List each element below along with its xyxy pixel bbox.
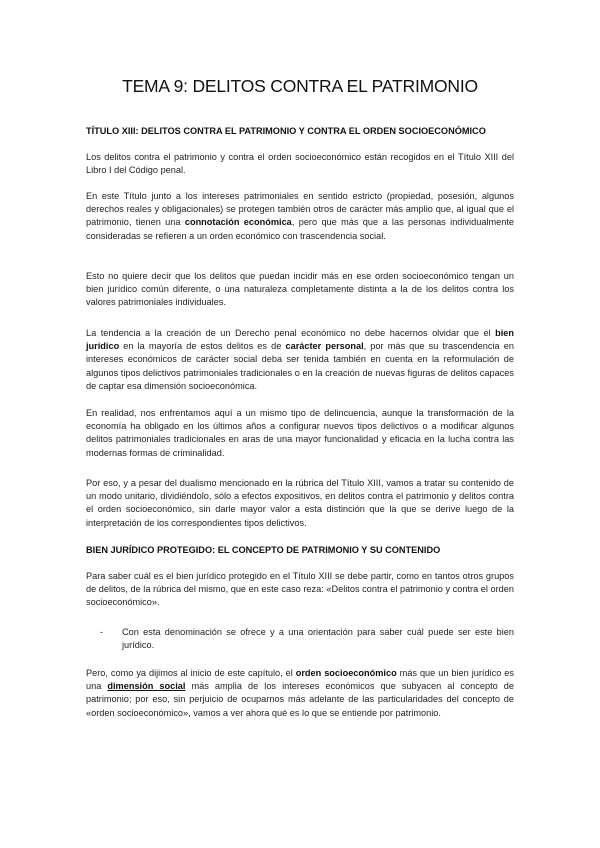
paragraph-intereses [86,190,514,243]
paragraph-bien-comun: Esto no quiere decir que los delitos que puedan incidir más en ese orden socioeconómico tengan un bien jurídico común diferente, o una naturaleza completamente distinta a la de los delitos contra los valores patrimoniales individuales. [86,271,514,308]
p4-text-e: , por más que su trascendencia en intereses económicos de carácter social deba ser tenida también en cuenta en la reformulación de algunos tipos delictivos patrimoniales tradicionales o en la creación de nuevas figuras de delitos capaces de captar esa dimensión socioeconómica. [86,341,514,391]
p4-text-c: en la mayoría de estos delitos es de [119,341,286,352]
p8-text-a: Pero, como ya dijimos al inicio de este capítulo, el [86,668,296,678]
p2-text-a: En este Título junto a los intereses patrimoniales en sentido estricto (propiedad, posesión, algunos derechos reales y obligacionales) se protegen también otros de carácter más amplio que, al igual que el patrimonio, tienen una [86,191,514,228]
bullet-text: Con esta denominación se ofrece y a una orientación para saber cuál puede ser este bien jurídico. [122,627,514,651]
page-title: TEMA 9: DELITOS CONTRA EL PATRIMONIO [122,76,478,96]
p8-text-c: más que un bien jurídico es una [86,668,514,692]
p2-text-c: , pero que más que a las personas individualmente consideradas se refieren a un orden económico con trascendencia social. [86,217,515,241]
paragraph-derecho-penal [86,327,514,393]
section-heading-titulo-xiii: TÍTULO XIII: DELITOS CONTRA EL PATRIMONIO Y CONTRA EL ORDEN SOCIOECONÓMICO [86,126,486,136]
paragraph-rubrica: Para saber cuál es el bien jurídico protegido en el Título XIII se debe partir, como en tantos otros grupos de delitos, de la rúbrica del mismo, que en este caso reza: «Delitos contra el patrimonio y contra el orden socioeconómico». [86,571,514,608]
paragraph-realidad: En realidad, nos enfrentamos aquí a un mismo tipo de delincuencia, aunque la transformación de la economía ha obligado en los últimos años a configurar nuevos tipos delictivos o a modificar algunos delitos patrimoniales tradicionales en aras de una mayor funcionalidad y eficacia en la lucha contra las modernas formas de criminalidad. [86,408,514,458]
p4-bold-bien-juridico: bien jurídico [86,328,514,352]
section-heading-bien-juridico: BIEN JURÍDICO PROTEGIDO: EL CONCEPTO DE PATRIMONIO Y SU CONTENIDO [86,545,441,555]
paragraph-dualismo: Por eso, y a pesar del dualismo mencionado en la rúbrica del Título XIII, vamos a tratar su contenido de un modo unitario, dividiéndolo, sólo a efectos expositivos, en delitos contra el patrimonio y delitos contra el orden socioeconómico, sin darle mayor valor a esta distinción que la que se derive luego de la interpretación de los correspondientes tipos delictivos. [86,478,514,528]
paragraph-orden-socioeconomico [86,667,514,720]
p8-text-e: más amplia de los intereses económicos que subyacen al concepto de patrimonio; por eso, sin perjuicio de ocuparnos más adelante de las particularidades del concepto de «orden socioeconómico», vamos a ver ahora qué es lo que se entiende por patrimonio. [86,681,514,718]
p8-bold-dimension [107,681,185,691]
paragraph-intro: Los delitos contra el patrimonio y contra el orden socioeconómico están recogidos en el Título XIII del Libro I del Código penal. [86,152,514,176]
p8-bold-orden: orden socioeconómico [295,668,397,678]
bullet-dash: - [100,627,104,637]
p8-underline-dimension: dimensión social [107,681,186,692]
p2-bold-connotacion: connotación económica [184,217,292,228]
p4-text-a: La tendencia a la creación de un Derecho penal económico no debe hacernos olvidar que el [86,328,496,338]
p4-bold-caracter-personal: carácter personal [285,341,364,352]
